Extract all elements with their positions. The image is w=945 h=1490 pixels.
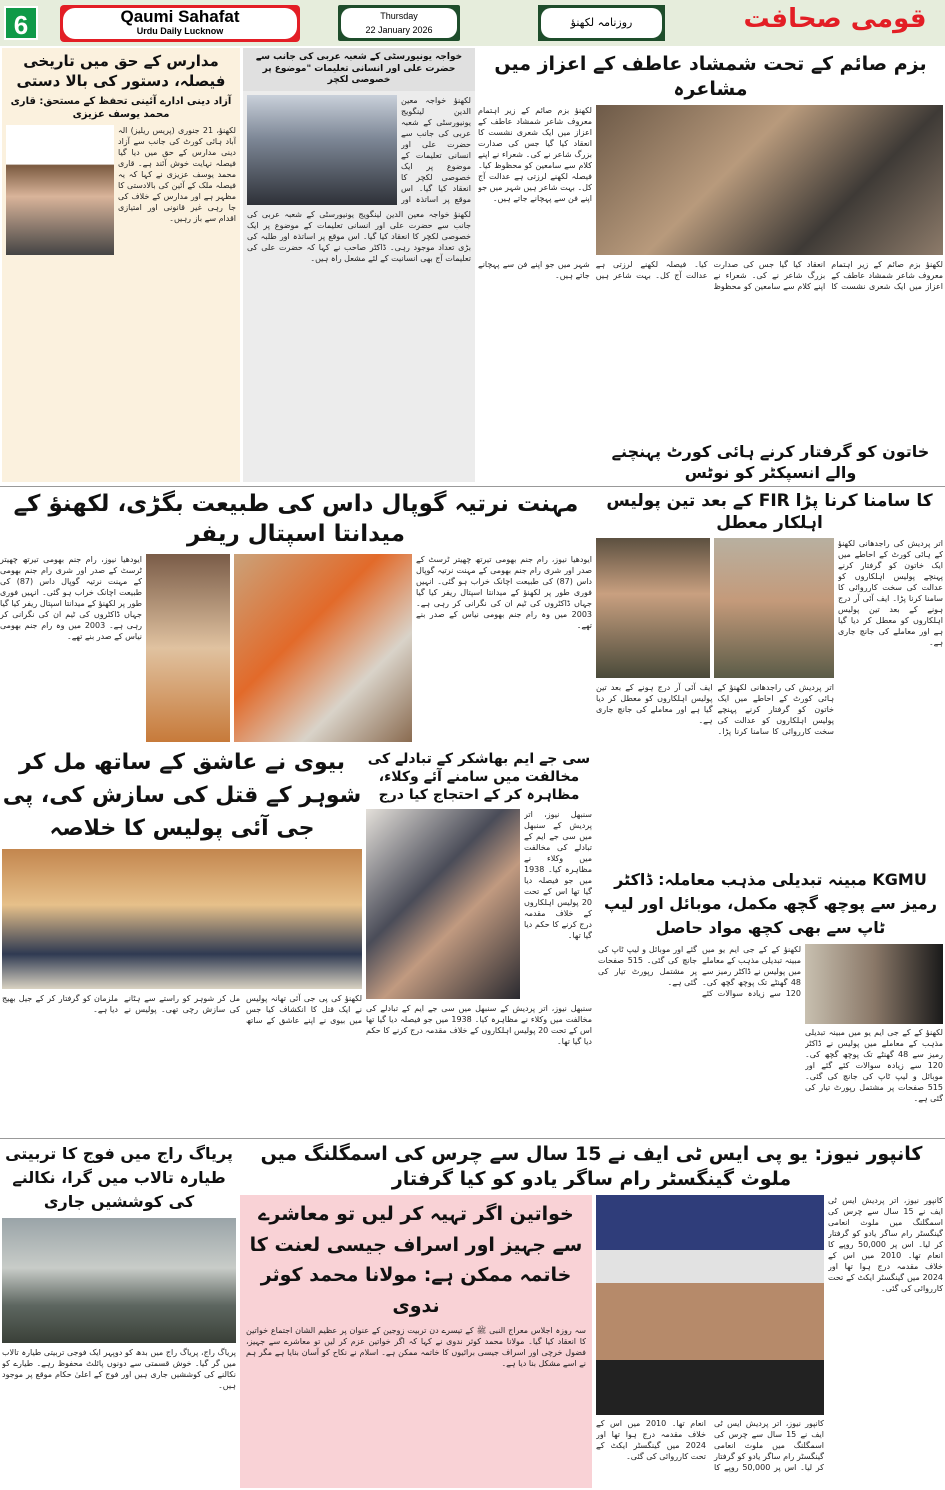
article-police-suspended: [596, 490, 943, 864]
roznama-label: روزنامہ لکھنؤ: [541, 8, 662, 38]
brand-title: Qaumi Sahafat: [120, 7, 240, 26]
mahant-photo-portrait: [146, 554, 230, 742]
date: 22 January 2026: [365, 25, 433, 35]
article-body: پریاگ راج، پریاگ راج میں بدھ کو دوپہر ایک فوجی تربیتی طیارہ تالاب میں گر گیا۔ خوش قسمتی سے دونوں پائلٹ محفوظ رہے۔ طیارے کو نکالنے کی کوششیں جاری ہیں اور فوج کے اعلیٰ حکام موقع پر موجود ہیں۔: [2, 1348, 236, 1390]
brand-box: [60, 5, 300, 42]
divider: [0, 1138, 945, 1139]
article-body: لکھنؤ کی پی جی آئی تھانہ پولیس نے ایک قتل کا انکشاف کیا جس میں بیوی نے اپنے عاشق کے ساتھ مل کر شوہر کو راستے سے ہٹانے کی سازش رچی تھی۔ پولیس نے ملزمان کو گرفتار کر کے جیل بھیج دیا ہے۔: [2, 994, 362, 1025]
accused-photo: [596, 1195, 824, 1415]
police-press-photo: [2, 849, 362, 989]
kgmu-photo: [805, 944, 943, 1024]
article-body-continued: لکھنؤ خواجہ معین الدین لینگویج یونیورسٹی کے شعبہ عربی کی جانب سے حضرت علی اور انسانی تعلیمات کے موضوع پر ایک خصوصی لکچر کا انعقاد کیا گیا۔ اس موقع پر اساتذہ اور طلبہ کی بڑی تعداد موجود رہی۔ ڈاکٹر صاحب نے کہا کہ حضرت علی کی تعلیمات آج بھی انسانیت کے لئے مشعل راہ ہیں۔: [247, 210, 471, 264]
mahant-photo-hospital: [234, 554, 412, 742]
article-body: اتر پردیش کی راجدھانی لکھنؤ کے ہائی کورٹ کے احاطے میں ایک خاتون کو گرفتار کرنے پہنچے پولیس اہلکاروں کو عدالت کی سخت کارروائی کا سامنا کرنا پڑا۔ ایف آئی آر درج ہونے کے بعد تین پولیس اہلکاروں کو معطل کر دیا گیا ہے اور معاملے کی جانچ جاری ہے۔: [838, 539, 943, 648]
article-plane-crash: [2, 1142, 236, 1488]
headline: مدارس کے حق میں تاریخی فیصلہ، دستور کی بالا دستی: [16, 52, 226, 90]
article-body: سہ روزہ اجلاس معراج النبی ﷺ کے تیسرے دن تربیت زوجین کے عنوان پر عظیم الشان اجتماع خواتین کا انعقاد کیا گیا۔ مولانا محمد کوثر ندوی نے کہا کہ اگر خواتین عزم کر لیں تو معاشرے سے جہیز، فضول خرچی اور اسراف جیسی برائیوں کا خاتمہ ممکن ہے۔ اسلام نے نکاح کو آسان بنایا ہے مگر ہم نے اسے مشکل بنا دیا ہے۔: [246, 1325, 586, 1368]
headline-police-suspended: کا سامنا کرنا پڑا FIR کے بعد تین پولیس اہلکار معطل: [606, 491, 933, 534]
article-lawyers-protest: [366, 750, 592, 1134]
article-wife-conspiracy: [2, 746, 362, 1134]
police-photo-2: [714, 538, 834, 678]
divider: [0, 486, 945, 487]
article-kgmu: [598, 868, 943, 1134]
mushaira-photo: [596, 105, 943, 255]
article-body-continued: لکھنؤ بزم صائم کے زیر اہتمام معروف شاعر شمشاد عاطف کے اعزاز میں ایک شعری نشست کا انعقاد کیا گیا جس کی صدارت بزرگ شاعر نے کی۔ شعراء نے اپنے کلام سے سامعین کو محظوظ کیا۔ فیصلہ لکھنے لرزتی ہے عدالت آج کل۔ بہت شاعر ہیں شہر میں جو اپنے فن سے پہچانے جاتے ہیں۔: [478, 260, 943, 292]
plane-photo: [2, 1218, 236, 1343]
headline-wife-conspiracy: بیوی نے عاشق کے ساتھ مل کر شوہر کے قتل کی سازش کی، پی جی آئی پولیس کا خلاصہ: [2, 750, 362, 841]
article-mushaira: [478, 48, 943, 484]
headline-lawyers-protest: سی جے ایم بھاشکر کے تبادلے کی مخالفت میں سامنے آئے وکلاء، مظاہرہ کر کے احتجاج کیا درج: [367, 751, 591, 804]
article-body-continued: کانپور نیوز، اتر پردیش ایس ٹی ایف نے 15 سال سے چرس کی اسمگلنگ میں ملوث انعامی گینگسٹر رام ساگر یادو کو گرفتار کر لیا۔ اس پر 50,000 روپے کا انعام تھا۔ 2010 میں اس کے خلاف مقدمہ درج ہوا تھا اور 2024 میں گینگسٹر ایکٹ کے تحت کارروائی کی گئی۔: [596, 1419, 824, 1473]
article-body: لکھنؤ خواجہ معین الدین لینگویج یونیورسٹی کے شعبہ عربی کی جانب سے حضرت علی اور انسانی تعلیمات کے موضوع پر ایک خصوصی لکچر کا انعقاد کیا گیا۔ اس موقع پر اساتذہ اور: [401, 96, 471, 205]
article-body-continued: اتر پردیش کی راجدھانی لکھنؤ کے ہائی کورٹ کے احاطے میں ایک خاتون کو گرفتار کرنے پہنچے پولیس اہلکاروں کو عدالت کی سخت کارروائی کا سامنا کرنا پڑا۔ ایف آئی آر درج ہونے کے بعد تین پولیس اہلکاروں کو معطل کر دیا گیا ہے اور معاملے کی جانچ جاری ہے۔: [596, 683, 834, 737]
headline-kanpur-stf: کانپور نیوز: یو پی ایس ٹی ایف نے 15 سال سے چرس کی اسمگلنگ میں ملوث گینگسٹر رام ساگر یادو کو کیا گرفتار: [260, 1143, 923, 1190]
headline-kgmu: KGMU مبینہ تبدیلی مذہب معاملہ: ڈاکٹر رمیز سے پوچھ گچھ مکمل، موبائل اور لیپ ٹاپ سے بھی کچھ مواد حاصل: [604, 870, 937, 937]
article-body: لکھنؤ بزم صائم کے زیر اہتمام معروف شاعر شمشاد عاطف کے اعزاز میں ایک شعری نشست کا انعقاد کیا گیا جس کی صدارت بزرگ شاعر نے کی۔ شعراء نے اپنے کلام سے سامعین کو محظوظ کیا۔ فیصلہ لکھنے لرزتی ہے عدالت آج کل۔ بہت شاعر ہیں شہر میں جو اپنے فن سے پہچانے جاتے ہیں۔: [478, 106, 592, 204]
page-number: 6: [4, 6, 38, 40]
lecture-photo: [247, 95, 397, 205]
urdu-logo: قومی صحافت: [743, 4, 927, 34]
article-body-continued: لکھنؤ کے کے جی ایم یو میں مبینہ تبدیلی مذہب کے معاملے میں پولیس نے ڈاکٹر رمیز سے 48 گھنٹے تک پوچھ گچھ کی۔ 120 سے زیادہ سوالات کئے گئے اور موبائل و لیپ ٹاپ کی جانچ کی گئی۔ 515 صفحات پر مشتمل رپورٹ تیار کی گئی ہے۔: [805, 1028, 943, 1103]
article-body-continued: ایودھیا نیوز، رام جنم بھومی تیرتھ چھیتر ٹرسٹ کے صدر اور شری رام جنم بھومی کے مہنت نرتیہ گوپال داس (87) کی طبیعت اچانک خراب ہو گئی۔ انہیں فوری طور پر لکھنؤ کے میدانتا اسپتال ریفر کیا گیا جہاں ڈاکٹروں کی ٹیم ان کی نگرانی کر رہی ہے۔ 2003 میں وہ رام جنم بھومی نیاس کے صدر بنے تھے۔: [0, 554, 142, 641]
headline: خواجہ یونیورسٹی کے شعبہ عربی کی جانب سے حضرت علی اور انسانی تعلیمات "موضوع پر خصوصی لکچر: [243, 48, 475, 91]
article-mahant: [0, 490, 592, 742]
police-photo-1: [596, 538, 710, 678]
headline-plane-crash: پریاگ راج میں فوج کا تربیتی طیارہ تالاب میں گرا، نکالنے کی کوششیں جاری: [5, 1144, 233, 1211]
roznama-box: [538, 5, 665, 41]
article-women-dowry: [240, 1195, 592, 1488]
day: Thursday: [380, 11, 418, 21]
article-body: لکھنؤ، 21 جنوری (پریس ریلیز) الہ آباد ہائی کورٹ کی جانب سے آزاد دینی مدارس کے حق میں دیا گیا فیصلہ نہایت خوش آئند ہے۔ قاری محمد یوسف عزیزی نے کہا کہ یہ فیصلہ ملک کے آئین کی بالادستی کا مظہر ہے اور مدارس کے خلاف کی جا رہی غیر قانونی اور امتیازی اقدام سے باز رہیں۔: [118, 126, 236, 223]
headline-mahant: مہنت نرتیہ گوپال داس کی طبیعت بگڑی، لکھنؤ کے میدانتا اسپتال ریفر: [13, 491, 579, 547]
headline: بزم صائم کے تحت شمشاد عاطف کے اعزاز میں مشاعرہ: [494, 53, 927, 100]
article-body: کانپور نیوز، اتر پردیش ایس ٹی ایف نے 15 سال سے چرس کی اسمگلنگ میں ملوث انعامی گینگسٹر رام ساگر یادو کو گرفتار کر لیا۔ اس پر 50,000 روپے کا انعام تھا۔ 2010 میں اس کے خلاف مقدمہ درج ہوا تھا اور 2024 میں گینگسٹر ایکٹ کے تحت کارروائی کی گئی۔: [828, 1196, 943, 1294]
brand-subtitle: Urdu Daily Lucknow: [136, 26, 224, 36]
article-body: لکھنؤ کے کے جی ایم یو میں مبینہ تبدیلی مذہب کے معاملے میں پولیس نے ڈاکٹر رمیز سے 48 گھنٹے تک پوچھ گچھ کی۔ 120 سے زیادہ سوالات کئے گئے اور موبائل و لیپ ٹاپ کی جانچ کی گئی۔ 515 صفحات پر مشتمل رپورٹ تیار کی گئی ہے۔: [598, 945, 801, 998]
date-box: [338, 5, 460, 41]
lawyers-photo: [366, 809, 520, 999]
article-body: سنبھل نیوز، اتر پردیش کے سنبھل میں سی جے ایم کے تبادلے کی مخالفت میں وکلاء نے مظاہرہ کیا۔ 1938 میں جو فیصلہ دیا گیا تھا اس کے تحت 20 پولیس اہلکاروں کے خلاف مقدمہ درج کرنے کا حکم دیا گیا تھا۔: [524, 809, 592, 940]
article-kanpur-stf: [240, 1142, 943, 1488]
article-madaris: [2, 48, 240, 482]
subheadline: آزاد دینی ادارے آئینی تحفظ کے مستحق: قاری محمد یوسف عزیزی: [10, 96, 232, 120]
article-university-lecture: [243, 48, 475, 482]
portrait-photo: [6, 125, 114, 255]
headline-inspector-notice: خاتون کو گرفتار کرنے ہائی کورٹ پہنچنے والے انسپکٹر کو نوٹس: [611, 442, 930, 483]
article-body-continued: سنبھل نیوز، اتر پردیش کے سنبھل میں سی جے ایم کے تبادلے کی مخالفت میں وکلاء نے مظاہرہ کیا۔ 1938 میں جو فیصلہ دیا گیا تھا اس کے تحت 20 پولیس اہلکاروں کے خلاف مقدمہ درج کرنے کا حکم دیا گیا تھا۔: [366, 1003, 592, 1046]
headline: خواتین اگر تہیہ کر لیں تو معاشرے سے جہیز اور اسراف جیسی لعنت کا خاتمہ ممکن ہے: مولانا محمد کوثر ندوی: [249, 1203, 583, 1317]
article-body: ایودھیا نیوز، رام جنم بھومی تیرتھ چھیتر ٹرسٹ کے صدر اور شری رام جنم بھومی کے مہنت نرتیہ گوپال داس (87) کی طبیعت اچانک خراب ہو گئی۔ انہیں فوری طور پر لکھنؤ کے میدانتا اسپتال ریفر کیا گیا جہاں ڈاکٹروں کی ٹیم ان کی نگرانی کر رہی ہے۔ 2003 میں وہ رام جنم بھومی نیاس کے صدر بنے تھے۔: [416, 554, 592, 630]
